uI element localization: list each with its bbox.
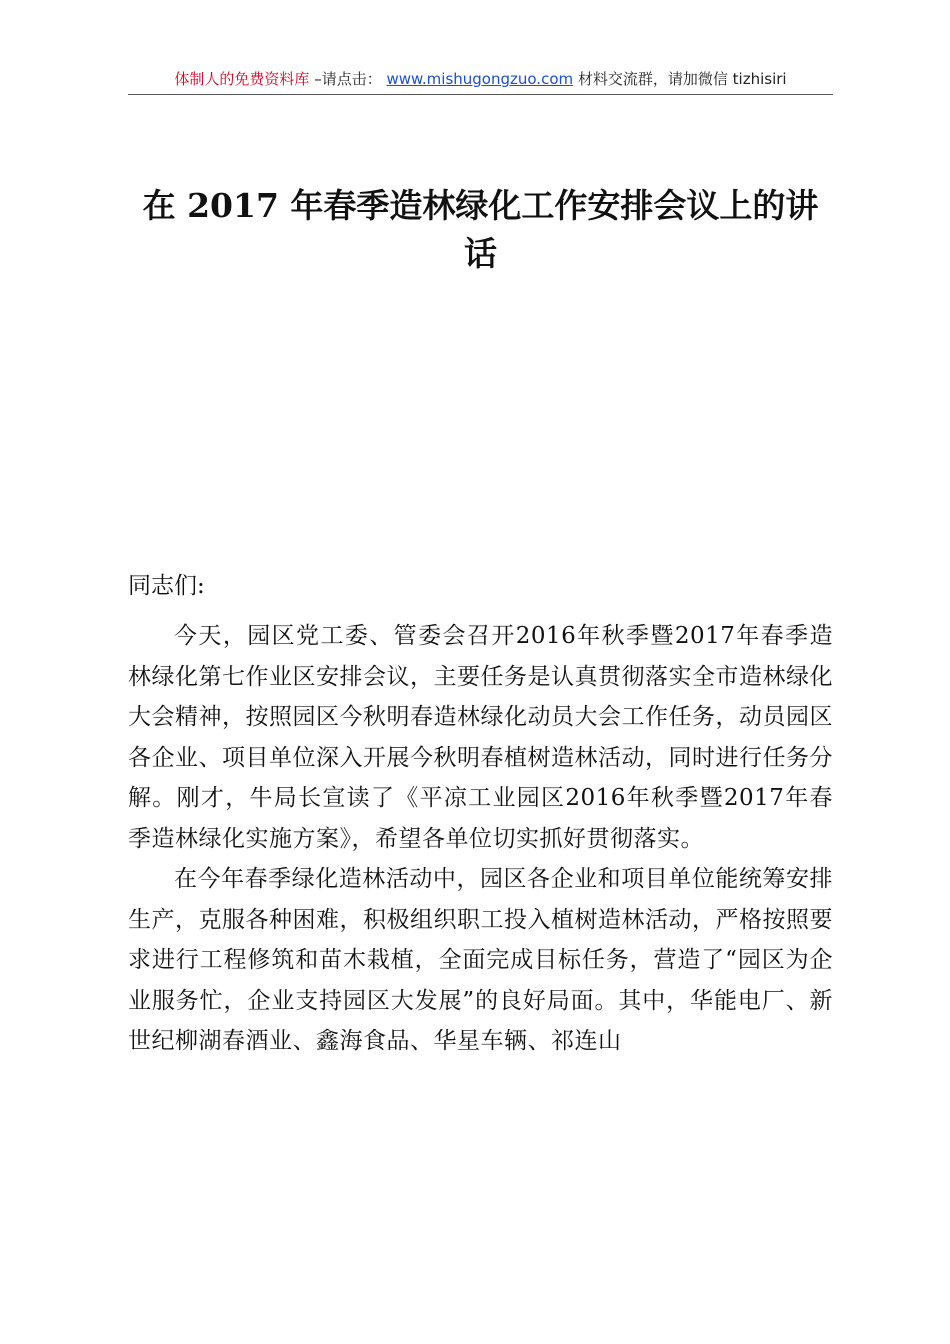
header-brand: 体制人的免费资料库: [174, 70, 310, 88]
salutation: 同志们:: [128, 573, 205, 599]
header-click-prompt: –请点击：: [314, 70, 382, 88]
header-wechat-note: 材料交流群，请加微信 tizhisiri: [577, 70, 787, 88]
document-title: 在 2017 年春季造林绿化工作安排会议上的讲话: [142, 186, 819, 273]
page-header: [128, 68, 833, 95]
paragraph-2: 在今年春季绿化造林活动中，园区各企业和项目单位能统筹安排生产，克服各种困难，积极组织职工投入植树造林活动，严格按照要求进行工程修筑和苗木栽植，全面完成目标任务，营造了“园区为企业服务忙，企业支持园区大发展”的良好局面。其中，华能电厂、新世纪柳湖春酒业、鑫海食品、华星车辆、祁连山: [128, 866, 833, 1054]
header-website-link[interactable]: www.mishugongzuo.com: [386, 70, 574, 88]
paragraph-1: 今天，园区党工委、管委会召开2016年秋季暨2017年春季造林绿化第七作业区安排会议，主要任务是认真贯彻落实全市造林绿化大会精神，按照园区今秋明春造林绿化动员大会工作任务，动员园区各企业、项目单位深入开展今秋明春植树造林活动，同时进行任务分解。刚才，牛局长宣读了《平凉工业园区2016年秋季暨2017年春季造林绿化实施方案》，希望各单位切实抓好贯彻落实。: [128, 623, 833, 852]
document-body: [128, 616, 833, 1062]
